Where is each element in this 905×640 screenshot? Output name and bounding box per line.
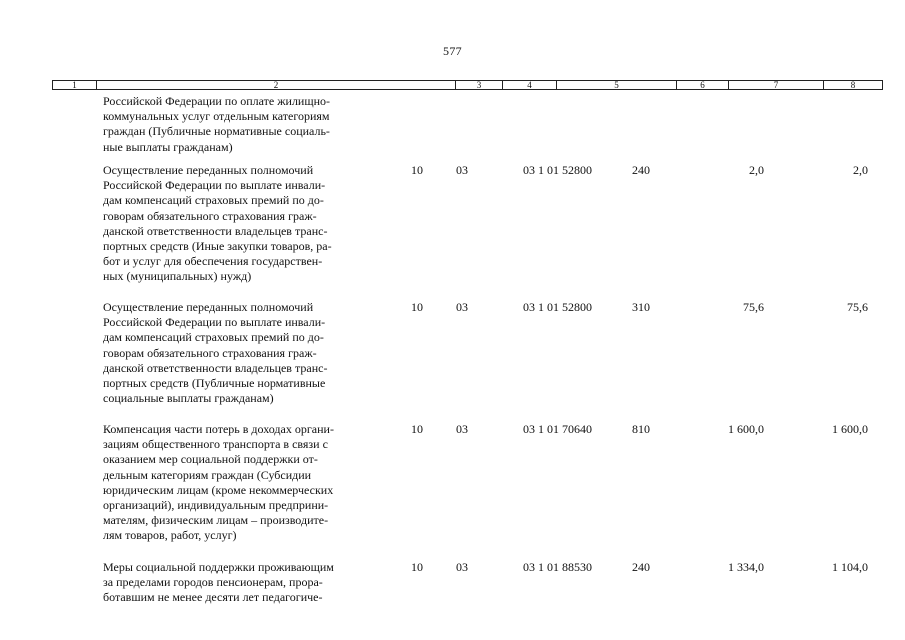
description-line: коммунальных услуг отдельным категориям: [103, 109, 330, 124]
row-description: [103, 163, 403, 285]
column-header-6: 6: [677, 81, 729, 89]
expense-type-code: 240: [632, 163, 650, 177]
description-line: ные выплаты гражданам): [103, 139, 233, 154]
subsection-code: 03: [456, 163, 468, 177]
description-line: Российской Федерации по выплате инвали-: [103, 315, 326, 330]
description-line: Меры социальной поддержки проживающим: [103, 560, 334, 574]
target-code: 03 1 01 52800: [523, 163, 592, 177]
section-code: 10: [411, 300, 423, 314]
amount-column-8: 2,0: [853, 163, 868, 177]
row-description: [103, 422, 403, 544]
page-number: 577: [443, 44, 462, 58]
target-code: 03 1 01 52800: [523, 300, 592, 314]
description-line: говорам обязательного страхования граж-: [103, 208, 317, 223]
column-header-3: 3: [456, 81, 503, 89]
column-header-5: 5: [557, 81, 677, 89]
column-header-4: 4: [503, 81, 557, 89]
row-description: [103, 560, 403, 606]
description-line: говорам обязательного страхования граж-: [103, 345, 317, 360]
section-code: 10: [411, 163, 423, 177]
description-line: Российской Федерации по выплате инвали-: [103, 178, 326, 193]
target-code: 03 1 01 70640: [523, 422, 592, 436]
row-description: [103, 94, 403, 155]
expense-type-code: 810: [632, 422, 650, 436]
description-line: социальные выплаты гражданам): [103, 391, 274, 406]
column-header-1: 1: [53, 81, 97, 89]
description-line: дельным категориям граждан (Субсидии: [103, 467, 312, 482]
amount-column-7: 1 334,0: [728, 560, 764, 574]
description-line: Осуществление переданных полномочий: [103, 300, 314, 314]
column-header-8: 8: [850, 80, 856, 90]
description-line: ных (муниципальных) нужд): [103, 269, 252, 284]
description-line: ботавшим не менее десяти лет педагогиче-: [103, 590, 323, 605]
subsection-code: 03: [456, 300, 468, 314]
description-line: портных средств (Иные закупки товаров, ра-: [103, 239, 332, 254]
expense-type-code: 240: [632, 560, 650, 574]
amount-column-7: 75,6: [743, 300, 764, 314]
amount-column-8: 1 600,0: [832, 422, 868, 436]
subsection-code: 03: [456, 560, 468, 574]
amount-column-8: 75,6: [847, 300, 868, 314]
description-line: организаций), индивидуальным предприни-: [103, 498, 329, 513]
description-line: Компенсация части потерь в доходах органи-: [103, 422, 334, 436]
table-header: [52, 80, 883, 90]
description-line: оказанием мер социальной поддержки от-: [103, 452, 318, 467]
column-header-7: 7: [729, 81, 824, 89]
amount-column-8: 1 104,0: [832, 560, 868, 574]
description-line: Осуществление переданных полномочий: [103, 163, 314, 177]
target-code: 03 1 01 88530: [523, 560, 592, 574]
section-code: 10: [411, 422, 423, 436]
row-description: [103, 300, 403, 406]
description-line: дам компенсаций страховых премий по до-: [103, 193, 324, 208]
section-code: 10: [411, 560, 423, 574]
description-line: дам компенсаций страховых премий по до-: [103, 330, 324, 345]
description-line: зациям общественного транспорта в связи с: [103, 437, 328, 452]
subsection-code: 03: [456, 422, 468, 436]
description-line: юридическим лицам (кроме некоммерческих: [103, 482, 334, 497]
description-line: портных средств (Публичные нормативные: [103, 376, 326, 391]
description-line: граждан (Публичные нормативные социаль-: [103, 124, 330, 139]
expense-type-code: 310: [632, 300, 650, 314]
description-line: данской ответственности владельцев транс-: [103, 223, 328, 238]
description-line: мателям, физическим лицам – производите-: [103, 513, 329, 528]
description-line: лям товаров, работ, услуг): [103, 528, 237, 543]
amount-column-7: 2,0: [749, 163, 764, 177]
description-line: за пределами городов пенсионерам, прора-: [103, 575, 323, 590]
description-line: бот и услуг для обеспечения государствен-: [103, 254, 323, 269]
description-line: данской ответственности владельцев транс-: [103, 360, 328, 375]
column-header-2: 2: [97, 81, 456, 89]
amount-column-7: 1 600,0: [728, 422, 764, 436]
description-line: Российской Федерации по оплате жилищно-: [103, 94, 331, 108]
